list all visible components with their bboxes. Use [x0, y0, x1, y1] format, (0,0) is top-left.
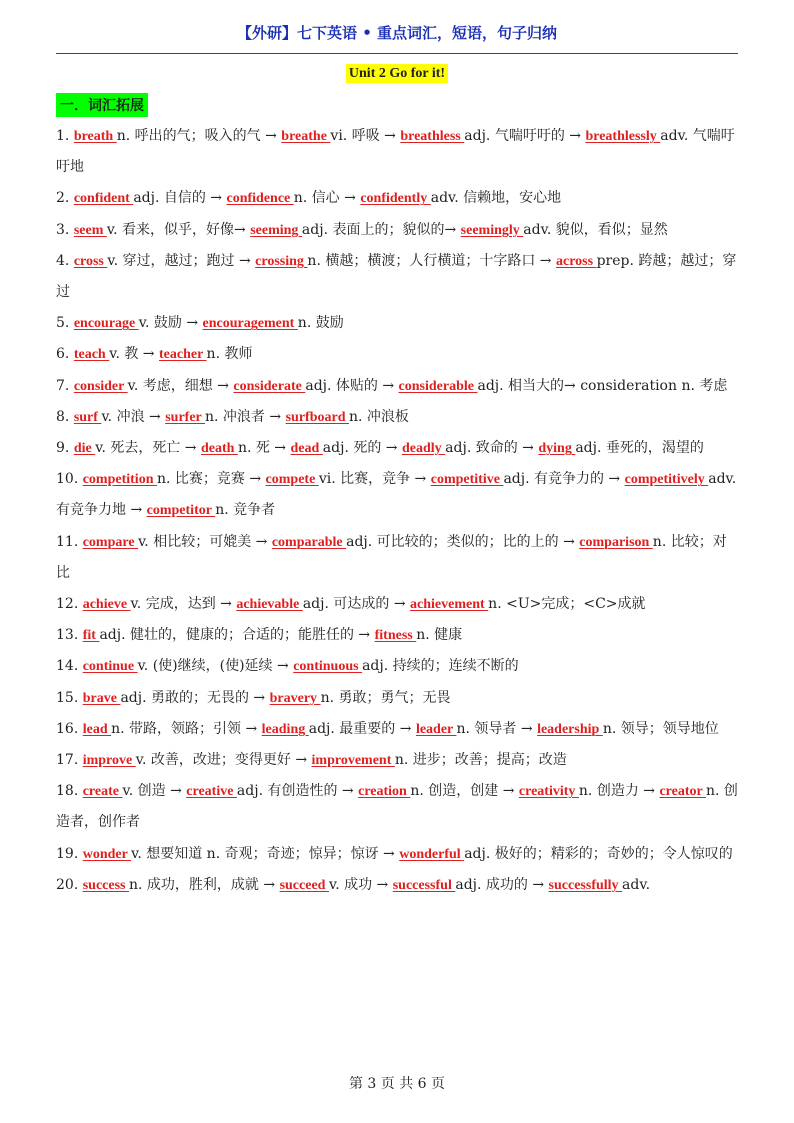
answer-word: creation	[358, 784, 411, 800]
entry-text: 2.	[56, 190, 74, 207]
entry-text: v. 想要知道 n. 奇观；奇迹；惊异；惊讶 →	[131, 845, 400, 862]
answer-word: improvement	[311, 753, 395, 769]
answer-word: death	[200, 441, 238, 457]
answer-word: cross	[73, 253, 108, 269]
answer-word: confident	[73, 191, 134, 207]
answer-word: surf	[73, 409, 102, 425]
entry-text: n. 创造者，创作者	[56, 783, 738, 831]
entry-text: 9.	[56, 440, 74, 457]
answer-word: continue	[82, 659, 138, 675]
entry-text: adj. 成功的 →	[455, 876, 549, 893]
answer-word: surfer	[165, 409, 206, 425]
vocab-entry	[56, 183, 740, 214]
entry-text: 3.	[56, 221, 74, 238]
vocab-entry	[56, 121, 740, 183]
answer-word: lead	[82, 721, 112, 737]
unit-title	[0, 62, 794, 82]
entry-text: v. 看来，似乎，好像→	[106, 221, 251, 238]
vocab-entry	[56, 433, 740, 464]
page-number: 第 3 页 共 6 页	[348, 1076, 446, 1092]
answer-word: leadership	[537, 721, 603, 737]
entry-text: n. 勇敢；勇气；无畏	[320, 689, 451, 706]
entry-text: adj. 死的 →	[322, 440, 402, 457]
entry-text: n. 冲浪板	[348, 408, 409, 425]
answer-word: leading	[261, 721, 309, 737]
entry-text: n. 创造，创建 →	[410, 783, 519, 800]
unit-title-text: Unit 2 Go for it!	[346, 64, 448, 83]
entry-text: prep. 跨越；越过；穿过	[56, 252, 737, 301]
entry-text: v. 相比较；可媲美 →	[138, 533, 272, 550]
vocab-entry	[56, 620, 740, 651]
answer-word: fitness	[374, 628, 417, 644]
entry-text: 11.	[56, 533, 83, 550]
entry-text: n. 鼓励	[297, 315, 344, 332]
vocab-entry	[56, 402, 740, 433]
entry-text: adj. 有竞争力的 →	[503, 471, 625, 488]
entry-text: n. 进步；改善；提高；改造	[394, 752, 567, 769]
vocab-entry	[56, 527, 740, 589]
entry-text: n. 健康	[416, 627, 463, 644]
vocab-entry	[56, 651, 740, 682]
answer-word: crossing	[255, 253, 308, 269]
answer-word: breath	[73, 129, 117, 144]
vocab-entry	[56, 745, 740, 776]
entry-text: vi. 呼吸 →	[330, 128, 401, 144]
document-header: 【外研】七下英语 • 重点词汇，短语，句子归纳	[236, 24, 558, 42]
answer-word: leader	[415, 721, 457, 737]
entry-text: 14.	[56, 658, 83, 675]
entry-text: n. 带路，领路；引领 →	[111, 720, 262, 737]
entry-text: 13.	[56, 627, 83, 644]
entry-text: adv.	[622, 876, 651, 893]
entry-text: adv. 信赖地，安心地	[430, 190, 562, 207]
answer-word: success	[82, 877, 129, 893]
header-divider	[56, 53, 738, 54]
vocab-entry	[56, 776, 740, 838]
answer-word: seemingly	[460, 222, 524, 238]
entry-text: 1.	[56, 128, 74, 144]
entry-text: adj. 致命的 →	[445, 440, 539, 457]
answer-word: successful	[392, 877, 456, 893]
answer-word: dead	[290, 441, 323, 457]
entry-text: 17.	[56, 752, 83, 769]
answer-word: seeming	[250, 222, 302, 238]
vocab-entry	[56, 308, 740, 339]
entry-text: 18.	[56, 783, 83, 800]
entry-text: adj. 极好的；精彩的；奇妙的；令人惊叹的	[464, 845, 733, 862]
entry-text: v. 教 →	[109, 346, 159, 363]
answer-word: competition	[82, 472, 157, 488]
entry-text: n. 横越；横渡；人行横道；十字路口 →	[307, 252, 556, 269]
entry-text: v. 成功 →	[328, 876, 393, 893]
answer-word: competitive	[430, 472, 504, 488]
answer-word: improve	[82, 753, 136, 769]
vocab-entry	[56, 589, 740, 620]
entry-text: adv. 貌似，看似；显然	[523, 221, 668, 238]
entry-text: adj. 相当大的→ consideration n. 考虑	[477, 377, 728, 394]
answer-word: achieve	[82, 597, 131, 613]
entry-text: 10.	[56, 471, 83, 488]
entry-text: 7.	[56, 377, 74, 394]
entry-text: adj. 勇敢的；无畏的 →	[120, 689, 270, 706]
entry-text: n. 领导；领导地位	[602, 720, 719, 737]
answer-word: succeed	[279, 877, 329, 893]
entry-text: vi. 比赛，竞争 →	[318, 471, 431, 488]
answer-word: compete	[265, 472, 319, 488]
answer-word: continuous	[293, 659, 363, 675]
entry-text: adj. 体贴的 →	[305, 377, 399, 394]
entry-text: adv. 气喘吁吁地	[56, 128, 735, 176]
vocab-entry	[56, 215, 740, 246]
entry-text: 20.	[56, 876, 83, 893]
entry-text: n. 竞争者	[215, 502, 276, 519]
vocab-entry	[56, 339, 740, 370]
vocabulary-list	[56, 121, 740, 901]
answer-word: seem	[73, 222, 107, 238]
entry-text: n. 冲浪者 →	[205, 408, 286, 425]
entry-text: adj. 最重要的 →	[308, 720, 416, 737]
answer-word: teach	[73, 347, 110, 363]
vocab-entry	[56, 714, 740, 745]
entry-text: adj. 可比较的；类似的；比的上的 →	[346, 533, 580, 550]
entry-text: v. 创造 →	[122, 783, 187, 800]
entry-text: adj. 表面上的；貌似的→	[301, 221, 461, 238]
vocab-entry	[56, 683, 740, 714]
entry-text: 12.	[56, 596, 83, 613]
answer-word: teacher	[158, 347, 207, 363]
entry-text: adj. 可达成的 →	[302, 596, 411, 613]
answer-word: breathe	[281, 129, 331, 144]
entry-text: adj. 自信的 →	[133, 190, 227, 207]
answer-word: fit	[82, 628, 100, 644]
entry-text: v. 死去，死亡 →	[95, 440, 201, 457]
answer-word: creator	[659, 784, 706, 800]
answer-word: breathless	[400, 129, 465, 144]
entry-text: 19.	[56, 845, 83, 862]
answer-word: surfboard	[285, 409, 349, 425]
entry-text: 8.	[56, 408, 74, 425]
entry-text: v. (使)继续，(使)延续 →	[137, 658, 294, 675]
entry-text: v. 穿过，越过；跑过 →	[107, 252, 256, 269]
answer-word: creative	[186, 784, 237, 800]
answer-word: achievement	[410, 597, 489, 613]
answer-word: deadly	[401, 441, 446, 457]
entry-text: adj. 健壮的，健康的；合适的；能胜任的 →	[99, 627, 375, 644]
answer-word: creativity	[518, 784, 579, 800]
answer-word: encouragement	[202, 316, 298, 332]
section-title: 一．词汇拓展	[56, 93, 148, 117]
answer-word: competitor	[146, 503, 216, 519]
entry-text: adj. 垂死的，渴望的	[575, 440, 704, 457]
entry-text: v. 鼓励 →	[138, 315, 203, 332]
entry-text: 5.	[56, 315, 74, 332]
answer-word: comparable	[271, 534, 347, 550]
answer-word: successfully	[548, 877, 623, 893]
answer-word: breathlessly	[585, 129, 661, 144]
entry-text: 6.	[56, 346, 74, 363]
answer-word: die	[73, 441, 96, 457]
entry-text: n. 比赛；竞赛 →	[156, 471, 266, 488]
entry-text: v. 完成，达到 →	[130, 596, 237, 613]
answer-word: wonderful	[399, 846, 465, 862]
entry-text: n. 呼出的气；吸入的气 →	[116, 128, 282, 144]
vocab-entry	[56, 839, 740, 870]
entry-text: v. 冲浪 →	[101, 408, 166, 425]
answer-word: across	[555, 253, 597, 269]
entry-text: n. <U>完成；<C>成就	[488, 596, 646, 613]
answer-word: confidently	[360, 191, 431, 207]
entry-text: n. 死 →	[237, 440, 291, 457]
answer-word: considerable	[398, 378, 478, 394]
entry-text: adv. 有竞争力地 →	[56, 471, 737, 519]
answer-word: comparison	[579, 534, 653, 550]
answer-word: encourage	[73, 316, 139, 332]
answer-word: dying	[538, 441, 576, 457]
entry-text: 4.	[56, 252, 74, 269]
vocab-entry	[56, 371, 740, 402]
answer-word: wonder	[82, 846, 132, 862]
answer-word: confidence	[226, 191, 294, 207]
entry-text: adj. 持续的；连续不断的	[362, 658, 519, 675]
entry-text: n. 信心 →	[293, 190, 361, 207]
answer-word: bravery	[269, 690, 321, 706]
answer-word: achievable	[236, 597, 303, 613]
entry-text: adj. 气喘吁吁的 →	[464, 128, 586, 144]
answer-word: brave	[82, 690, 121, 706]
answer-word: create	[82, 784, 123, 800]
entry-text: n. 教师	[206, 346, 253, 363]
entry-text: 16.	[56, 720, 83, 737]
vocab-entry	[56, 870, 740, 901]
vocab-entry	[56, 464, 740, 526]
entry-text: v. 改善，改进；变得更好 →	[135, 752, 312, 769]
entry-text: n. 领导者 →	[456, 720, 538, 737]
vocab-entry	[56, 246, 740, 308]
entry-text: adj. 有创造性的 →	[236, 783, 359, 800]
entry-text: n. 成功，胜利，成就 →	[129, 876, 280, 893]
entry-text: v. 考虑，细想 →	[127, 377, 234, 394]
entry-text: n. 比较；对比	[56, 533, 727, 581]
entry-text: n. 创造力 →	[578, 783, 660, 800]
answer-word: competitively	[624, 472, 709, 488]
entry-text: 15.	[56, 689, 83, 706]
answer-word: considerate	[233, 378, 306, 394]
answer-word: consider	[73, 378, 128, 394]
answer-word: compare	[82, 534, 139, 550]
